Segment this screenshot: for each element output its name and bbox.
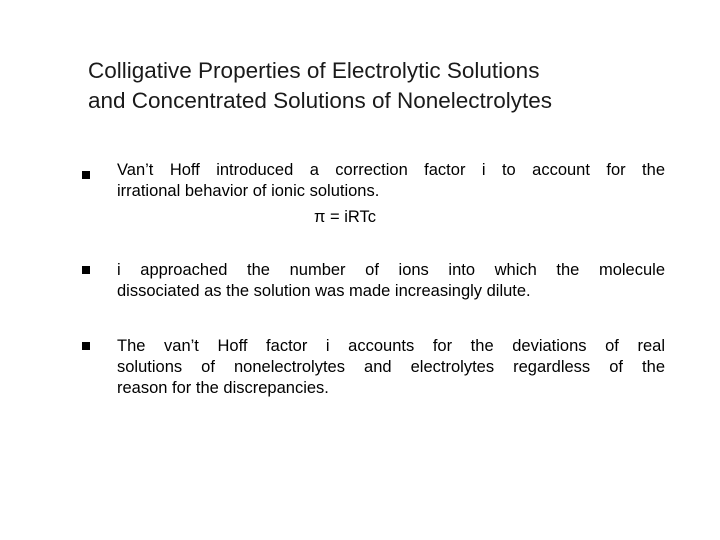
bullet-line: The van’t Hoff factor i accounts for the deviations of real [117, 337, 665, 355]
bullet-item [117, 336, 665, 399]
title-line: and Concentrated Solutions of Nonelectrolytes [88, 88, 553, 113]
square-bullet-icon [82, 342, 90, 350]
bullet-item [117, 160, 665, 228]
bullet-line: Van’t Hoff introduced a correction factor i to account for the [117, 161, 665, 179]
bullet-line: irrational behavior of ionic solutions. [117, 182, 380, 200]
bullet-line: dissociated as the solution was made increasingly dilute. [117, 282, 531, 300]
square-bullet-icon [82, 171, 90, 179]
bullet-line: solutions of nonelectrolytes and electrolytes regardless of the [117, 358, 665, 376]
bullet-line: reason for the discrepancies. [117, 379, 329, 397]
osmotic-pressure-equation: π = iRTc [314, 208, 376, 226]
slide-title [88, 56, 688, 116]
square-bullet-icon [82, 266, 90, 274]
title-line: Colligative Properties of Electrolytic Solutions [88, 58, 540, 83]
bullet-line: i approached the number of ions into which the molecule [117, 261, 665, 279]
bullet-item [117, 260, 665, 302]
